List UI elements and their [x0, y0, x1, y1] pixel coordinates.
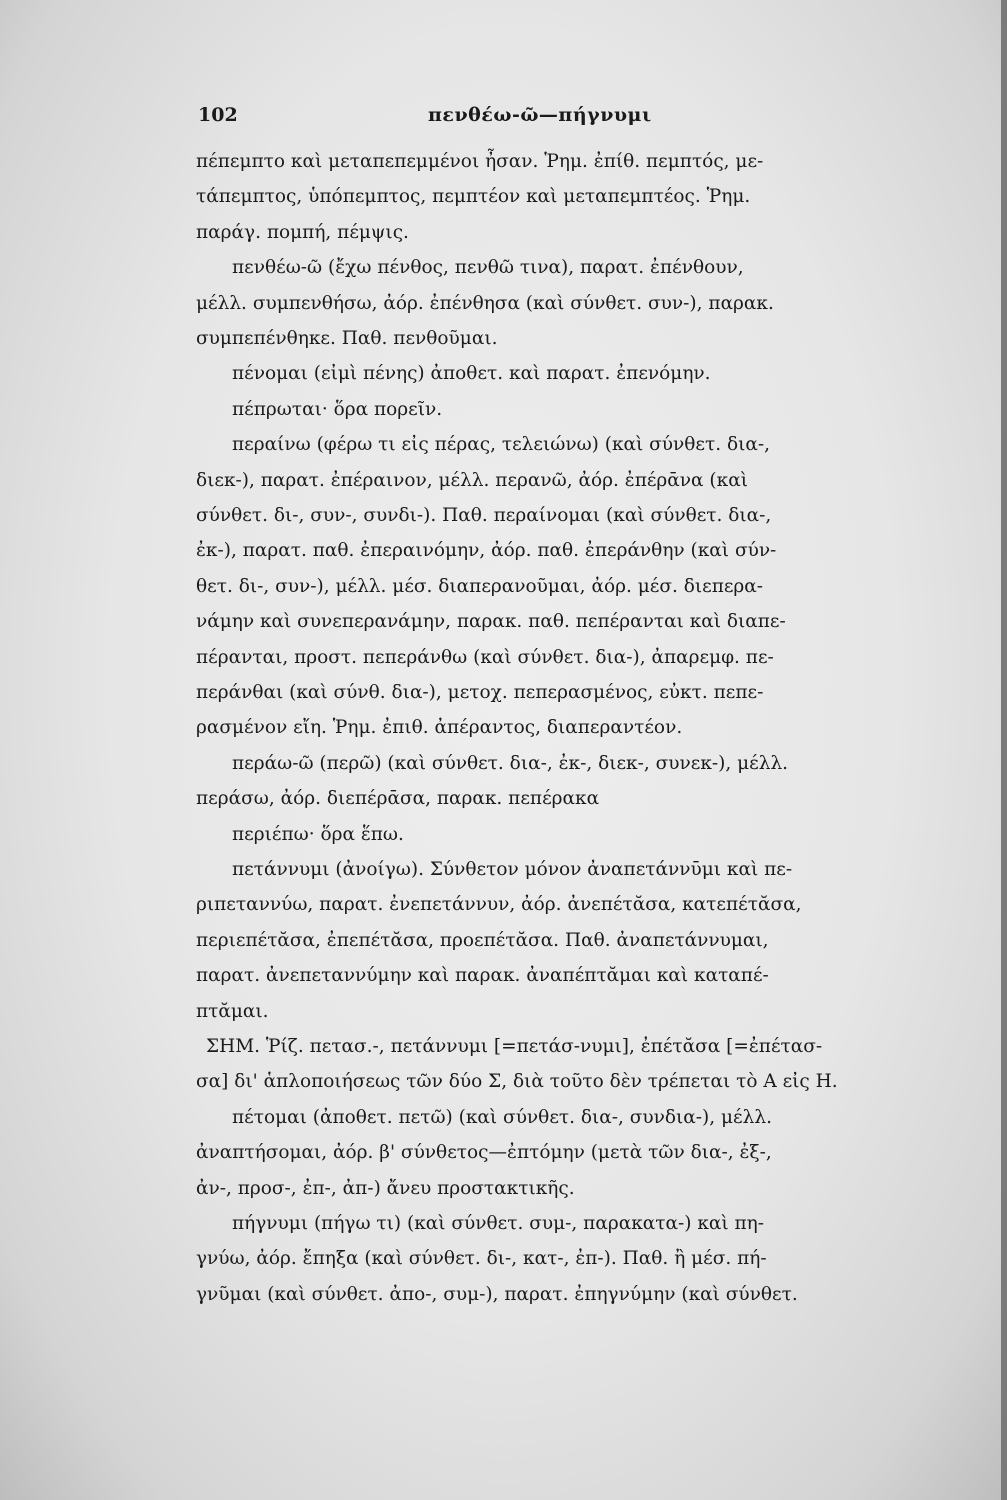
text-line: περάσω, ἀόρ. διεπέρᾱσα, παρακ. πεπέρακα: [196, 788, 600, 810]
text-line: θετ. δι-, συν-), μέλλ. μέσ. διαπερανοῦμαι, ἀόρ. μέσ. διεπερα-: [196, 575, 764, 597]
page-header: [198, 104, 758, 134]
text-line: περαίνω (φέρω τι εἰς πέρας, τελειώνω) (καὶ σύνθετ. δια-,: [232, 434, 771, 456]
text-line: πενθέω-ῶ (ἔχω πένθος, πενθῶ τινα), παρατ. ἐπένθουν,: [232, 257, 744, 279]
text-line: τάπεμπτος, ὑπόπεμπτος, πεμπτέον καὶ μεταπεμπτέος. Ῥημ.: [196, 186, 751, 208]
text-line: συμπεπένθηκε. Παθ. πενθοῦμαι.: [196, 328, 498, 349]
text-line: ἀν-, προσ-, ἐπ-, ἀπ-) ἄνευ προστακτικῆς.: [196, 1177, 575, 1199]
text-line: περάω-ῶ (περῶ) (καὶ σύνθετ. δια-, ἐκ-, διεκ-, συνεκ-), μέλλ.: [232, 752, 789, 774]
text-line: πτᾰμαι.: [196, 1000, 269, 1022]
text-line: ΣΗΜ. Ῥίζ. πετασ.-, πετάννυμι [=πετάσ-νυμι], ἐπέτᾰσα [=ἐπέτασ-: [206, 1036, 823, 1057]
text-line: σύνθετ. δι-, συν-, συνδι-). Παθ. περαίνομαι (καὶ σύνθετ. δια-,: [196, 505, 772, 526]
text-line: διεκ-), παρατ. ἐπέραινον, μέλλ. περανῶ, ἀόρ. ἐπέρᾱνα (καὶ: [196, 469, 748, 491]
text-line: πένομαι (εἰμὶ πένης) ἀποθετ. καὶ παρατ. ἐπενόμην.: [232, 363, 711, 385]
text-line: πήγνυμι (πήγω τι) (καὶ σύνθετ. συμ-, παρακατα-) καὶ πη-: [232, 1213, 765, 1234]
text-line: πέρανται, προστ. πεπεράνθω (καὶ σύνθετ. δια-), ἀπαρεμφ. πε-: [196, 646, 774, 668]
text-line: νάμην καὶ συνεπερανάμην, παρακ. παθ. πεπέρανται καὶ διαπε-: [196, 611, 786, 633]
text-line: γνύω, ἀόρ. ἔπηξα (καὶ σύνθετ. δι-, κατ-, ἐπ-). Παθ. ἢ μέσ. πή-: [196, 1248, 767, 1270]
text-line: πέπεμπτο καὶ μεταπεπεμμένοι ἦσαν. Ῥημ. ἐπίθ. πεμπτός, με-: [196, 151, 764, 172]
text-line: περιέπω· ὅρα ἕπω.: [232, 823, 404, 845]
text-line: σα] δι' ἁπλοποιήσεως τῶν δύο Σ, διὰ τοῦτο δὲν τρέπεται τὸ Α εἰς Η.: [196, 1071, 838, 1093]
text-line: περιεπέτᾰσα, ἐπεπέτᾰσα, προεπέτᾰσα. Παθ. ἀναπετάννυμαι,: [196, 929, 769, 951]
text-line: ἀναπτήσομαι, ἀόρ. β' σύνθετος—ἐπτόμην (μετὰ τῶν δια-, ἐξ-,: [196, 1142, 772, 1164]
text-line: ρασμένον εἴη. Ῥημ. ἐπιθ. ἀπέραντος, διαπεραντέον.: [196, 717, 683, 739]
text-line: πετάννυμι (ἀνοίγω). Σύνθετον μόνον ἀναπετάννῡμι καὶ πε-: [232, 859, 793, 880]
text-line: παρατ. ἀνεπεταννύμην καὶ παρακ. ἀναπέπτᾰμαι καὶ καταπέ-: [196, 965, 769, 987]
text-line: ἐκ-), παρατ. παθ. ἐπεραινόμην, ἀόρ. παθ. ἐπεράνθην (καὶ σύν-: [196, 540, 777, 562]
page-edge: [1001, 0, 1007, 1500]
text-line: ριπεταννύω, παρατ. ἐνεπετάννυν, ἀόρ. ἀνεπέτᾰσα, κατεπέτᾰσα,: [196, 894, 802, 916]
text-line: παράγ. πομπή, πέμψις.: [196, 221, 409, 243]
text-line: πέπρωται· ὅρα πορεῖν.: [232, 398, 443, 420]
page-number: 102: [198, 104, 238, 126]
text-line: μέλλ. συμπενθήσω, ἀόρ. ἐπένθησα (καὶ σύνθετ. συν-), παρακ.: [196, 292, 774, 314]
text-line: περάνθαι (καὶ σύνθ. δια-), μετοχ. πεπερασμένος, εὐκτ. πεπε-: [196, 682, 764, 703]
text-line: γνῦμαι (καὶ σύνθετ. ἀπο-, συμ-), παρατ. ἐπηγνύμην (καὶ σύνθετ.: [196, 1283, 798, 1305]
text-line: πέτομαι (ἀποθετ. πετῶ) (καὶ σύνθετ. δια-, συνδια-), μέλλ.: [232, 1106, 772, 1128]
running-head: πενθέω-ῶ—πήγνυμι: [428, 104, 652, 126]
